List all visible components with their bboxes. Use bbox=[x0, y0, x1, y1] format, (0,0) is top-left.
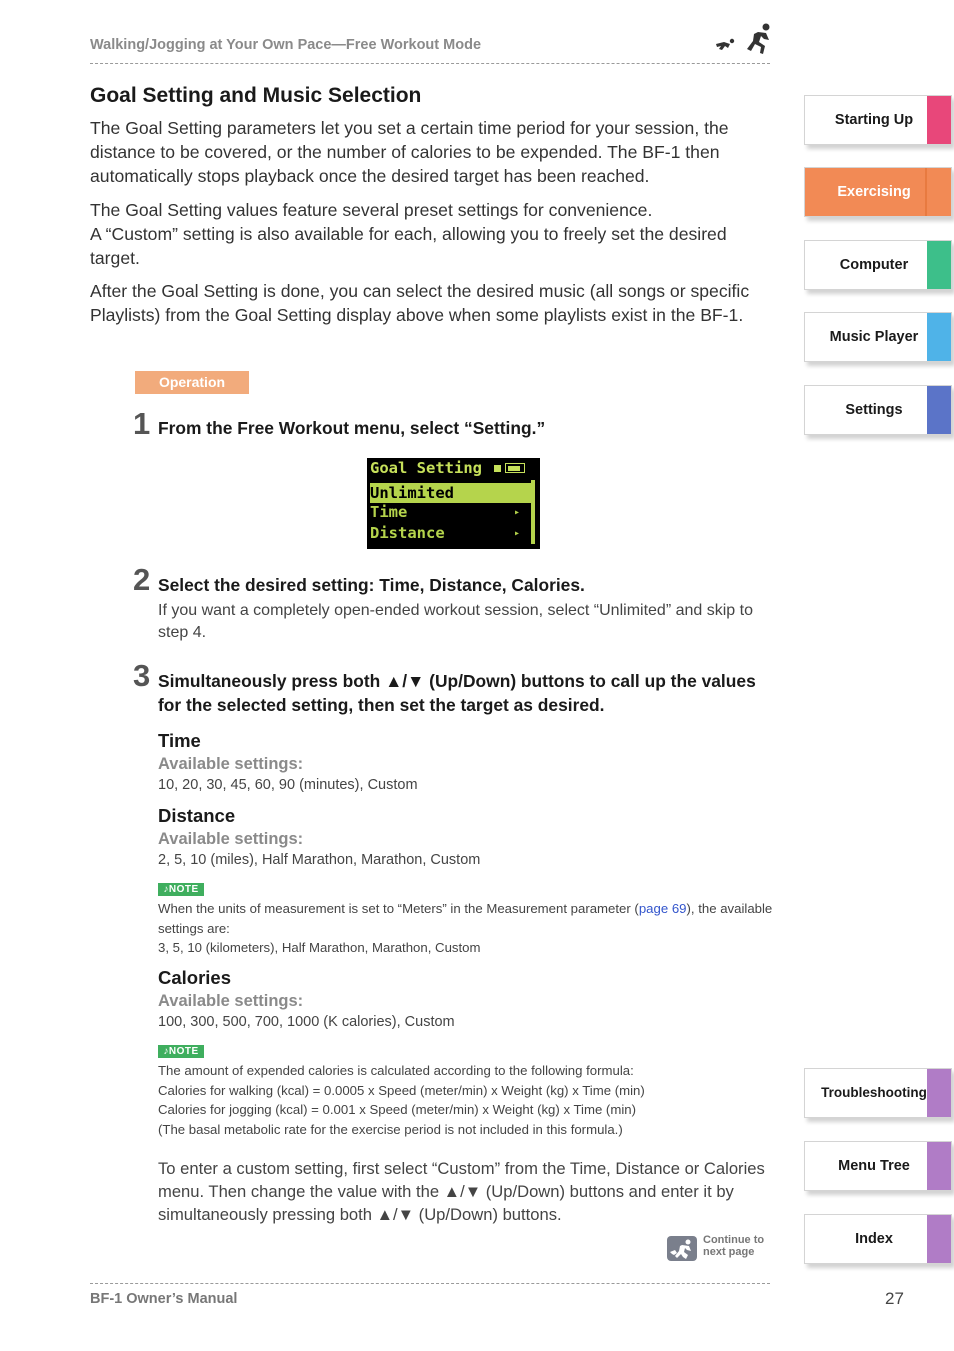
step-2-subtext: If you want a completely open-ended workout session, select “Unlimited” and skip to step 4. bbox=[158, 602, 753, 641]
lcd-title: Goal Setting bbox=[370, 459, 482, 477]
step-1-text: From the Free Workout menu, select “Setting.” bbox=[158, 418, 546, 438]
section-title: Goal Setting and Music Selection bbox=[90, 84, 422, 107]
continue-text bbox=[703, 1234, 783, 1258]
tab-music-player[interactable] bbox=[804, 312, 952, 362]
page-number: 27 bbox=[885, 1289, 904, 1308]
tab-exercising-label: Exercising bbox=[837, 184, 911, 200]
lcd-item-time bbox=[370, 503, 530, 521]
time-values: 10, 20, 30, 45, 60, 90 (minutes), Custom bbox=[158, 777, 418, 793]
preset-paragraph bbox=[90, 198, 772, 270]
step-number-2: 2 bbox=[133, 562, 151, 597]
note-meters-values: 3, 5, 10 (kilometers), Half Marathon, Marathon, Custom bbox=[158, 940, 481, 955]
lcd-item-distance-label: Distance bbox=[370, 524, 445, 542]
music-paragraph: After the Goal Setting is done, you can select the desired music (all songs or specific Playlists) from the Goal Setting display above when some playlists exist in the BF-1. bbox=[90, 281, 750, 325]
tab-starting-up-label: Starting Up bbox=[834, 112, 914, 128]
distance-heading: Distance bbox=[158, 805, 236, 826]
tab-menu-tree[interactable] bbox=[804, 1141, 952, 1191]
lcd-item-unlimited: Unlimited bbox=[370, 483, 533, 503]
note-badge: ♪NOTE bbox=[158, 1045, 204, 1058]
note-badge: ♪NOTE bbox=[158, 883, 204, 896]
tab-menu-tree-label: Menu Tree bbox=[838, 1158, 910, 1174]
page-69-link[interactable]: page 69 bbox=[638, 901, 687, 916]
note-meters-post: ), the available settings are: bbox=[158, 901, 773, 936]
note-meters bbox=[158, 899, 773, 958]
tab-computer-label: Computer bbox=[839, 257, 909, 273]
distance-available-label: Available settings: bbox=[158, 830, 304, 848]
tab-exercising[interactable] bbox=[804, 167, 952, 217]
lcd-scrollbar bbox=[531, 480, 535, 544]
distance-values: 2, 5, 10 (miles), Half Marathon, Marathon, Custom bbox=[158, 852, 481, 868]
manual-title: BF-1 Owner’s Manual bbox=[90, 1291, 238, 1307]
continue-line-1: Continue to bbox=[703, 1234, 765, 1246]
time-heading: Time bbox=[158, 730, 201, 751]
calories-available-label: Available settings: bbox=[158, 992, 304, 1010]
header-rule bbox=[90, 63, 770, 64]
tab-music-player-label: Music Player bbox=[829, 329, 919, 345]
walking-jogging-icon bbox=[714, 22, 774, 56]
operation-badge: Operation bbox=[135, 371, 249, 394]
tab-troubleshooting[interactable] bbox=[804, 1068, 952, 1118]
preset-line: The Goal Setting values feature several preset settings for convenience. bbox=[90, 200, 653, 220]
chevron-right-icon: ▸ bbox=[513, 507, 520, 518]
calories-values: 100, 300, 500, 700, 1000 (K calories), Custom bbox=[158, 1014, 455, 1030]
chevron-right-icon: ▸ bbox=[513, 528, 520, 539]
note-calories-line-2: Calories for walking (kcal) = 0.0005 x Speed (meter/min) x Weight (kg) x Time (min) bbox=[158, 1082, 645, 1098]
step-3-text: Simultaneously press both ▲/▼ (Up/Down) buttons to call up the values for the selected setting, then set the target as desired. bbox=[158, 671, 756, 715]
step-number-1: 1 bbox=[133, 406, 151, 441]
battery-icon bbox=[505, 463, 525, 473]
tab-settings-label: Settings bbox=[845, 402, 903, 418]
lcd-item-distance bbox=[370, 524, 530, 542]
lcd-item-time-label: Time bbox=[370, 503, 408, 521]
step-number-3: 3 bbox=[133, 658, 151, 693]
calories-heading: Calories bbox=[158, 967, 232, 988]
tab-starting-up[interactable] bbox=[804, 95, 952, 145]
custom-paragraph: To enter a custom setting, first select “Custom” from the Time, Distance or Calories menu. Then change the value with the ▲/▼ (Up/Down) buttons and enter it by simultaneously pressing both ▲/▼ (Up/Down) buttons. bbox=[158, 1159, 765, 1224]
tab-computer[interactable] bbox=[804, 240, 952, 290]
lcd-screenshot bbox=[367, 458, 540, 549]
intro-paragraph: The Goal Setting parameters let you set a certain time period for your session, the distance to be covered, or the number of calories to be expended. The BF-1 then automatically stops playback once the desired target has been reached. bbox=[90, 118, 729, 186]
tab-settings[interactable] bbox=[804, 385, 952, 435]
time-available-label: Available settings: bbox=[158, 755, 304, 773]
step-2-text: Select the desired setting: Time, Distance, Calories. bbox=[158, 575, 585, 595]
continue-icon bbox=[667, 1236, 697, 1261]
lcd-status-icon bbox=[494, 465, 501, 472]
custom-line: A “Custom” setting is also available for each, allowing you to freely set the desired target. bbox=[90, 224, 727, 268]
running-header: Walking/Jogging at Your Own Pace—Free Workout Mode bbox=[90, 37, 482, 53]
note-calories-line-3: Calories for jogging (kcal) = 0.001 x Speed (meter/min) x Weight (kg) x Time (min) bbox=[158, 1102, 636, 1117]
note-meters-pre: When the units of measurement is set to “Meters” in the Measurement parameter ( bbox=[158, 901, 639, 916]
footer-rule bbox=[90, 1283, 770, 1284]
note-calories-line-1: The amount of expended calories is calculated according to the following formula: bbox=[158, 1063, 634, 1078]
note-calories bbox=[158, 1061, 773, 1139]
tab-index-label: Index bbox=[855, 1231, 893, 1247]
tab-troubleshooting-label: Troubleshooting bbox=[821, 1085, 927, 1100]
continue-line-2: next page bbox=[703, 1246, 755, 1258]
tab-index[interactable] bbox=[804, 1214, 952, 1264]
note-calories-line-4: (The basal metabolic rate for the exercise period is not included in this formula.) bbox=[158, 1121, 623, 1137]
